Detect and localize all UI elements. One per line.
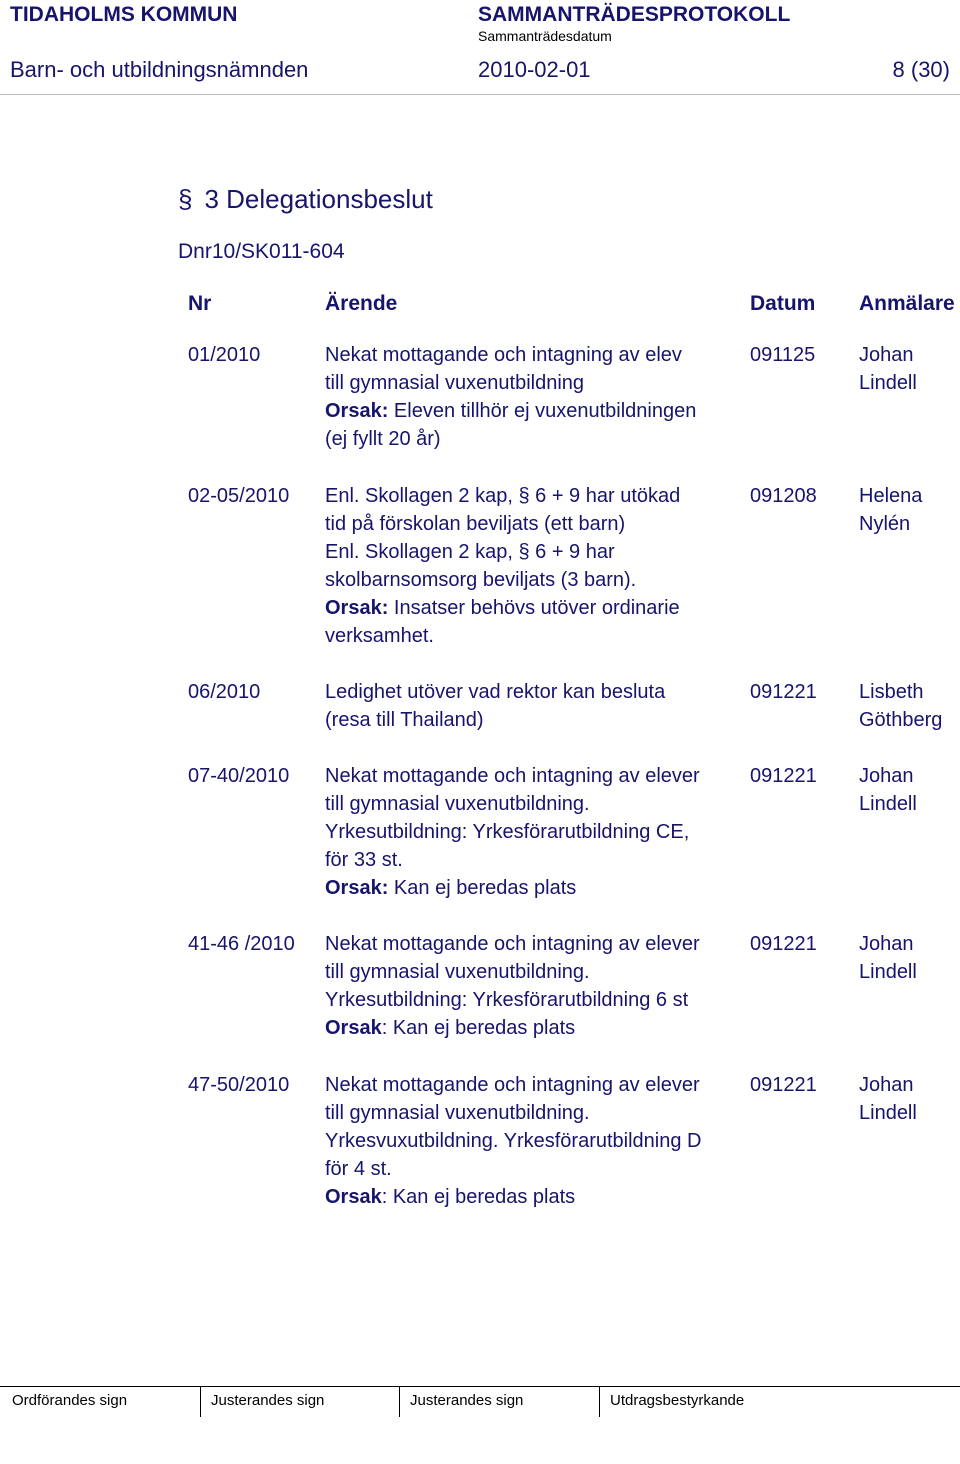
row-anmalare (859, 1071, 917, 1127)
row-anmalare (859, 762, 917, 818)
arende-line: Yrkesvuxutbildning. Yrkesförarutbildning D (325, 1130, 702, 1152)
orsak-text: : Kan ej beredas plats (381, 1186, 576, 1208)
row-arende (325, 762, 700, 902)
arende-line: (resa till Thailand) (325, 709, 484, 731)
anmalare-last-name: Nylén (859, 513, 911, 535)
orsak-line (325, 594, 680, 622)
row-anmalare (859, 930, 917, 986)
orsak-text: Eleven tillhör ej vuxenutbildningen (388, 400, 697, 422)
anmalare-last-name: Lindell (859, 1102, 917, 1124)
paragraph-symbol: § (178, 184, 193, 214)
row-arende (325, 482, 680, 650)
arende-line: för 4 st. (325, 1158, 392, 1180)
arende-line: till gymnasial vuxenutbildning. (325, 793, 590, 815)
arende-line: Nekat mottagande och intagning av elever (325, 765, 700, 787)
arende-line: tid på förskolan beviljats (ett barn) (325, 513, 626, 535)
orsak-label: Orsak: (325, 400, 389, 422)
orsak-line (325, 874, 700, 902)
arende-line: till gymnasial vuxenutbildning (325, 372, 585, 394)
row-nr: 47-50/2010 (188, 1074, 290, 1096)
column-header-anmalare: Anmälare (859, 292, 955, 315)
anmalare-first-name: Lisbeth (859, 681, 924, 703)
anmalare-first-name: Johan (859, 765, 914, 787)
row-arende (325, 930, 700, 1042)
anmalare-last-name: Lindell (859, 372, 917, 394)
orsak-continuation: (ej fyllt 20 år) (325, 428, 441, 450)
anmalare-first-name: Johan (859, 1074, 914, 1096)
arende-line: Yrkesutbildning: Yrkesförarutbildning CE, (325, 821, 690, 843)
anmalare-last-name: Lindell (859, 961, 917, 983)
section-title (178, 184, 433, 215)
orsak-line (325, 397, 696, 425)
row-nr: 06/2010 (188, 681, 261, 703)
arende-line: för 33 st. (325, 849, 403, 871)
page-number: 8 (30) (892, 57, 950, 82)
row-anmalare (859, 678, 942, 734)
row-nr: 02-05/2010 (188, 485, 290, 507)
row-datum: 091208 (750, 485, 817, 507)
arende-line: Nekat mottagande och intagning av elev (325, 344, 682, 366)
orsak-label: Orsak (325, 1186, 382, 1208)
row-arende (325, 341, 696, 453)
column-header-nr: Nr (188, 292, 212, 315)
row-nr: 01/2010 (188, 344, 261, 366)
date-label: Sammanträdesdatum (478, 28, 612, 44)
row-nr: 41-46 /2010 (188, 933, 295, 955)
arende-line: Enl. Skollagen 2 kap, § 6 + 9 har (325, 541, 615, 563)
orsak-line (325, 1183, 702, 1211)
anmalare-last-name: Göthberg (859, 709, 943, 731)
arende-line: Nekat mottagande och intagning av elever (325, 1074, 700, 1096)
row-datum: 091221 (750, 765, 817, 787)
column-header-datum: Datum (750, 292, 816, 315)
arende-line: Ledighet utöver vad rektor kan besluta (325, 681, 666, 703)
document-type: SAMMANTRÄDESPROTOKOLL (478, 3, 791, 26)
row-datum: 091221 (750, 933, 817, 955)
diary-number: Dnr10/SK011-604 (178, 240, 345, 263)
footer-ordforande-sign: Ordförandes sign (0, 1387, 201, 1417)
anmalare-first-name: Johan (859, 344, 914, 366)
orsak-line (325, 1014, 700, 1042)
arende-line: till gymnasial vuxenutbildning. (325, 1102, 590, 1124)
committee-name: Barn- och utbildningsnämnden (10, 57, 309, 82)
footer-justerande-sign-2: Justerandes sign (400, 1387, 600, 1417)
row-anmalare (859, 482, 922, 538)
anmalare-first-name: Helena (859, 485, 923, 507)
row-arende (325, 678, 665, 734)
row-datum: 091125 (750, 344, 816, 366)
row-anmalare (859, 341, 917, 397)
row-arende (325, 1071, 702, 1211)
anmalare-last-name: Lindell (859, 793, 917, 815)
row-datum: 091221 (750, 1074, 817, 1096)
footer-justerande-sign-1: Justerandes sign (201, 1387, 400, 1417)
organization-name: TIDAHOLMS KOMMUN (10, 3, 238, 26)
row-nr: 07-40/2010 (188, 765, 290, 787)
arende-line: Yrkesutbildning: Yrkesförarutbildning 6 st (325, 989, 689, 1011)
arende-line: till gymnasial vuxenutbildning. (325, 961, 590, 983)
arende-line: skolbarnsomsorg beviljats (3 barn). (325, 569, 637, 591)
footer-utdragsbestyrkande: Utdragsbestyrkande (610, 1392, 745, 1409)
orsak-label: Orsak (325, 1017, 382, 1039)
row-datum: 091221 (750, 681, 817, 703)
meeting-date: 2010-02-01 (478, 57, 591, 82)
orsak-text: Insatser behövs utöver ordinarie (388, 597, 680, 619)
orsak-continuation: verksamhet. (325, 625, 434, 647)
anmalare-first-name: Johan (859, 933, 914, 955)
arende-line: Nekat mottagande och intagning av elever (325, 933, 700, 955)
arende-line: Enl. Skollagen 2 kap, § 6 + 9 har utökad (325, 485, 681, 507)
section-title-text: 3 Delegationsbeslut (204, 184, 433, 214)
orsak-label: Orsak: (325, 597, 389, 619)
header-divider (0, 94, 960, 95)
orsak-text: : Kan ej beredas plats (381, 1017, 576, 1039)
orsak-label: Orsak: (325, 877, 389, 899)
orsak-text: Kan ej beredas plats (388, 877, 577, 899)
column-header-arende: Ärende (325, 292, 398, 315)
